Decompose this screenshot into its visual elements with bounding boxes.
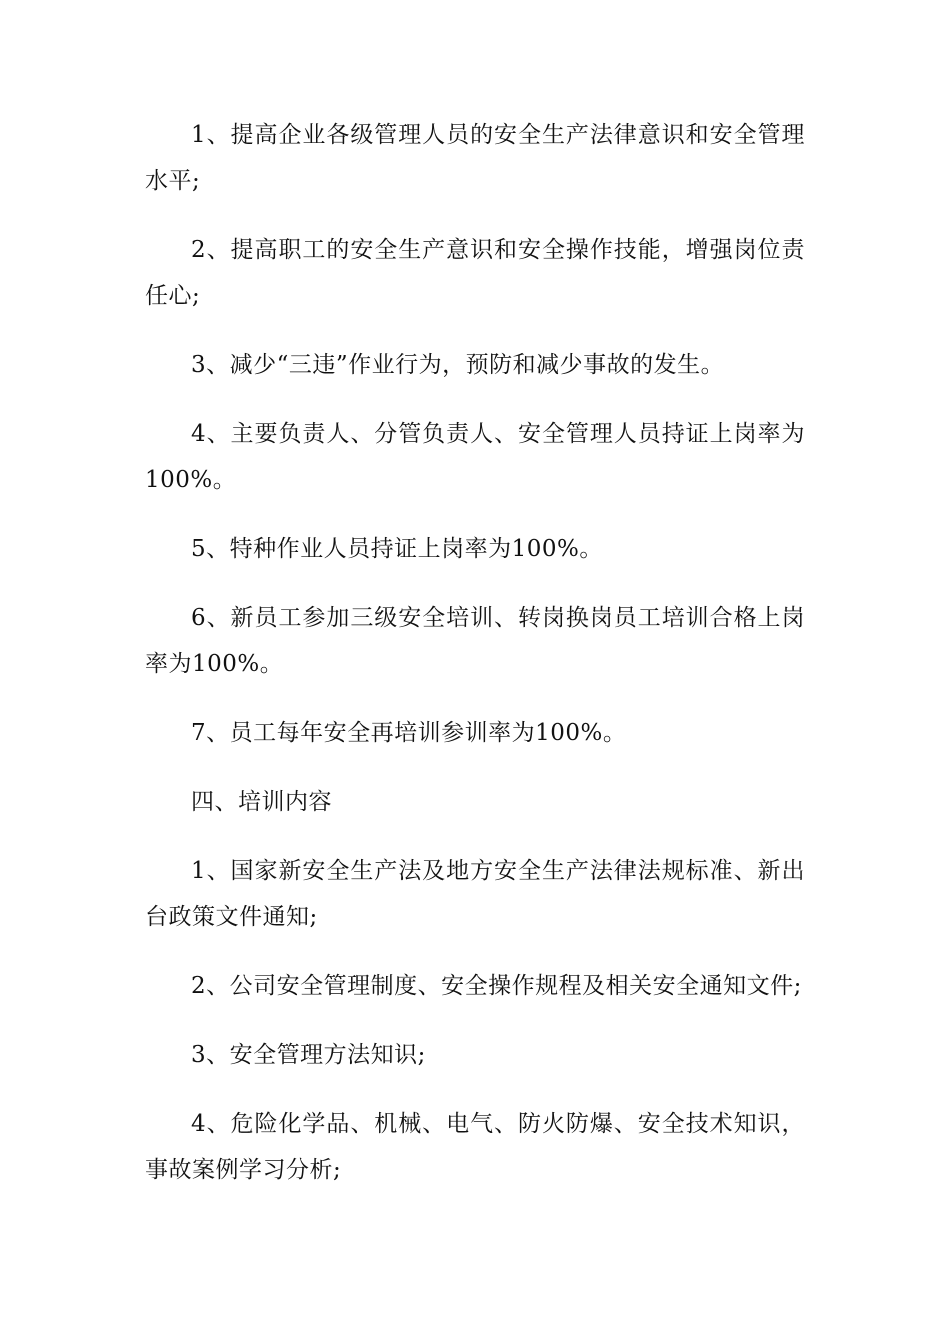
- paragraph-goal-7: 7、员工每年安全再培训参训率为100%。: [191, 720, 627, 746]
- paragraph-goal-3: 3、减少“三违”作业行为，预防和减少事故的发生。: [191, 352, 725, 378]
- document-page: [145, 112, 805, 1216]
- paragraph-content-1: 1、国家新安全生产法及地方安全生产法律法规标准、新出台政策文件通知;: [145, 858, 805, 930]
- section-heading-training-content: 四、培训内容: [191, 789, 332, 815]
- paragraph-goal-4: 4、主要负责人、分管负责人、安全管理人员持证上岗率为100%。: [145, 421, 805, 493]
- paragraph-goal-1: 1、提高企业各级管理人员的安全生产法律意识和安全管理水平;: [145, 122, 805, 194]
- paragraph-goal-2: 2、提高职工的安全生产意识和安全操作技能，增强岗位责任心;: [145, 237, 805, 309]
- paragraph-content-3: 3、安全管理方法知识;: [191, 1042, 426, 1068]
- paragraph-goal-5: 5、特种作业人员持证上岗率为100%。: [191, 536, 603, 562]
- paragraph-content-4: 4、危险化学品、机械、电气、防火防爆、安全技术知识，事故案例学习分析;: [145, 1111, 805, 1183]
- paragraph-goal-6: 6、新员工参加三级安全培训、转岗换岗员工培训合格上岗率为100%。: [145, 605, 805, 677]
- paragraph-content-2: 2、公司安全管理制度、安全操作规程及相关安全通知文件;: [191, 973, 802, 999]
